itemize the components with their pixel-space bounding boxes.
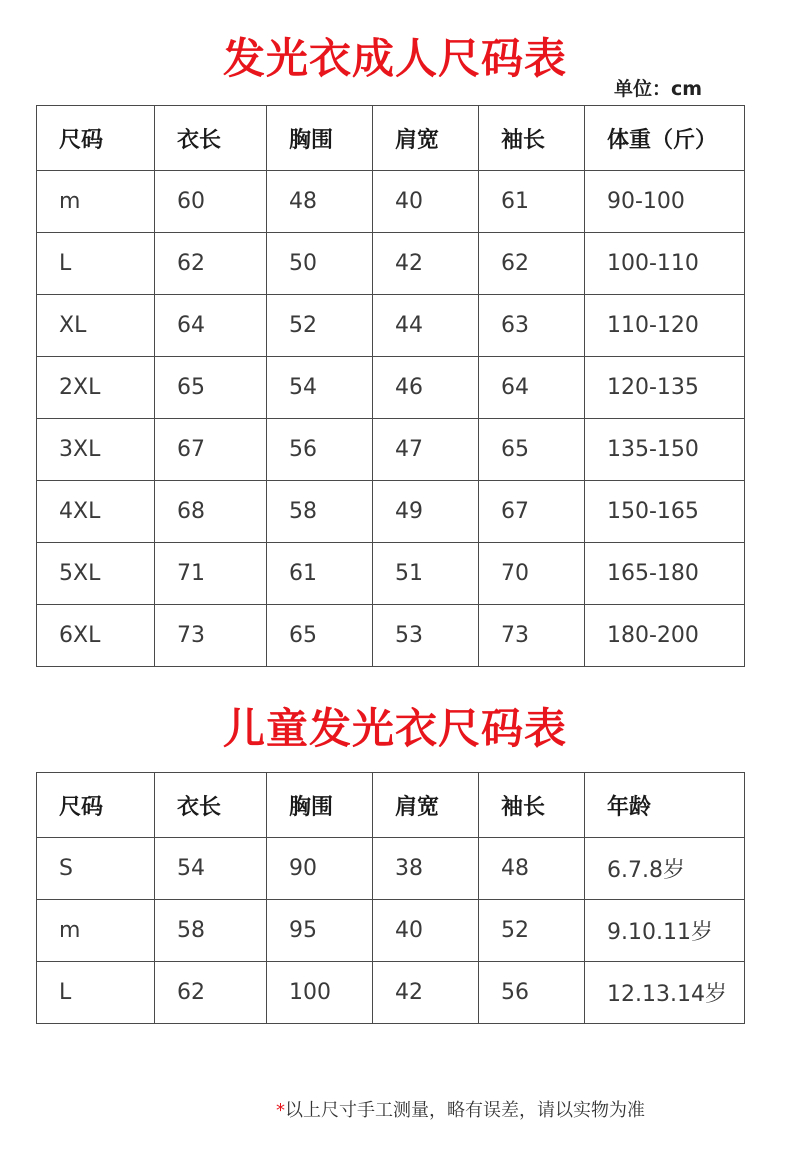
kids-size-table — [36, 772, 745, 1024]
cell-size: L — [37, 233, 155, 295]
table-row — [37, 605, 745, 667]
cell-length: 71 — [155, 543, 267, 605]
note-text: 以上尺寸手工测量，略有误差，请以实物为准 — [285, 1100, 645, 1121]
cell-sleeve: 73 — [479, 605, 585, 667]
cell-length: 64 — [155, 295, 267, 357]
adult-size-chart-title: 发光衣成人尺码表 — [222, 34, 567, 83]
header-shoulder: 肩宽 — [373, 773, 479, 838]
header-length: 衣长 — [155, 106, 267, 171]
header-chest: 胸围 — [267, 773, 373, 838]
cell-chest: 50 — [267, 233, 373, 295]
table-row — [37, 481, 745, 543]
cell-age: 6.7.8岁 — [585, 838, 745, 900]
cell-weight: 100-110 — [585, 233, 745, 295]
header-shoulder: 肩宽 — [373, 106, 479, 171]
cell-length: 54 — [155, 838, 267, 900]
cell-age: 9.10.11岁 — [585, 900, 745, 962]
cell-shoulder: 40 — [373, 171, 479, 233]
cell-length: 62 — [155, 233, 267, 295]
cell-size: m — [37, 900, 155, 962]
cell-sleeve: 64 — [479, 357, 585, 419]
cell-shoulder: 42 — [373, 962, 479, 1024]
cell-length: 62 — [155, 962, 267, 1024]
table-header-row — [37, 773, 745, 838]
header-size: 尺码 — [37, 773, 155, 838]
cell-sleeve: 61 — [479, 171, 585, 233]
cell-chest: 90 — [267, 838, 373, 900]
table-row — [37, 233, 745, 295]
cell-length: 67 — [155, 419, 267, 481]
header-size: 尺码 — [37, 106, 155, 171]
cell-size: 3XL — [37, 419, 155, 481]
cell-chest: 56 — [267, 419, 373, 481]
cell-weight: 150-165 — [585, 481, 745, 543]
cell-chest: 65 — [267, 605, 373, 667]
cell-chest: 95 — [267, 900, 373, 962]
cell-length: 60 — [155, 171, 267, 233]
table-row — [37, 295, 745, 357]
table-row — [37, 900, 745, 962]
cell-sleeve: 48 — [479, 838, 585, 900]
header-length: 衣长 — [155, 773, 267, 838]
cell-chest: 61 — [267, 543, 373, 605]
cell-size: L — [37, 962, 155, 1024]
cell-size: m — [37, 171, 155, 233]
cell-sleeve: 56 — [479, 962, 585, 1024]
adult-size-table — [36, 105, 745, 667]
cell-length: 65 — [155, 357, 267, 419]
cell-weight: 135-150 — [585, 419, 745, 481]
cell-size: XL — [37, 295, 155, 357]
cell-chest: 52 — [267, 295, 373, 357]
cell-shoulder: 49 — [373, 481, 479, 543]
cell-shoulder: 47 — [373, 419, 479, 481]
cell-weight: 165-180 — [585, 543, 745, 605]
cell-age: 12.13.14岁 — [585, 962, 745, 1024]
cell-sleeve: 67 — [479, 481, 585, 543]
cell-weight: 120-135 — [585, 357, 745, 419]
cell-size: 6XL — [37, 605, 155, 667]
table-row — [37, 543, 745, 605]
cell-weight: 110-120 — [585, 295, 745, 357]
cell-shoulder: 46 — [373, 357, 479, 419]
note-asterisk: * — [276, 1100, 285, 1121]
cell-sleeve: 63 — [479, 295, 585, 357]
cell-shoulder: 44 — [373, 295, 479, 357]
table-row — [37, 357, 745, 419]
header-sleeve: 袖长 — [479, 106, 585, 171]
cell-length: 58 — [155, 900, 267, 962]
cell-length: 68 — [155, 481, 267, 543]
table-row — [37, 171, 745, 233]
cell-chest: 100 — [267, 962, 373, 1024]
table-header-row — [37, 106, 745, 171]
kids-size-chart-title: 儿童发光衣尺码表 — [222, 704, 567, 753]
cell-weight: 90-100 — [585, 171, 745, 233]
table-row — [37, 838, 745, 900]
cell-size: 5XL — [37, 543, 155, 605]
cell-shoulder: 51 — [373, 543, 479, 605]
table-row — [37, 419, 745, 481]
table-row — [37, 962, 745, 1024]
cell-shoulder: 38 — [373, 838, 479, 900]
cell-sleeve: 62 — [479, 233, 585, 295]
header-sleeve: 袖长 — [479, 773, 585, 838]
cell-shoulder: 53 — [373, 605, 479, 667]
cell-chest: 54 — [267, 357, 373, 419]
header-chest: 胸围 — [267, 106, 373, 171]
cell-weight: 180-200 — [585, 605, 745, 667]
cell-size: 2XL — [37, 357, 155, 419]
cell-shoulder: 40 — [373, 900, 479, 962]
cell-sleeve: 52 — [479, 900, 585, 962]
unit-label: 单位：cm — [614, 78, 703, 100]
cell-length: 73 — [155, 605, 267, 667]
cell-size: S — [37, 838, 155, 900]
measurement-note — [276, 1096, 645, 1122]
cell-chest: 58 — [267, 481, 373, 543]
header-age: 年龄 — [585, 773, 745, 838]
cell-chest: 48 — [267, 171, 373, 233]
header-weight: 体重（斤） — [585, 106, 745, 171]
cell-sleeve: 70 — [479, 543, 585, 605]
cell-size: 4XL — [37, 481, 155, 543]
cell-shoulder: 42 — [373, 233, 479, 295]
cell-sleeve: 65 — [479, 419, 585, 481]
